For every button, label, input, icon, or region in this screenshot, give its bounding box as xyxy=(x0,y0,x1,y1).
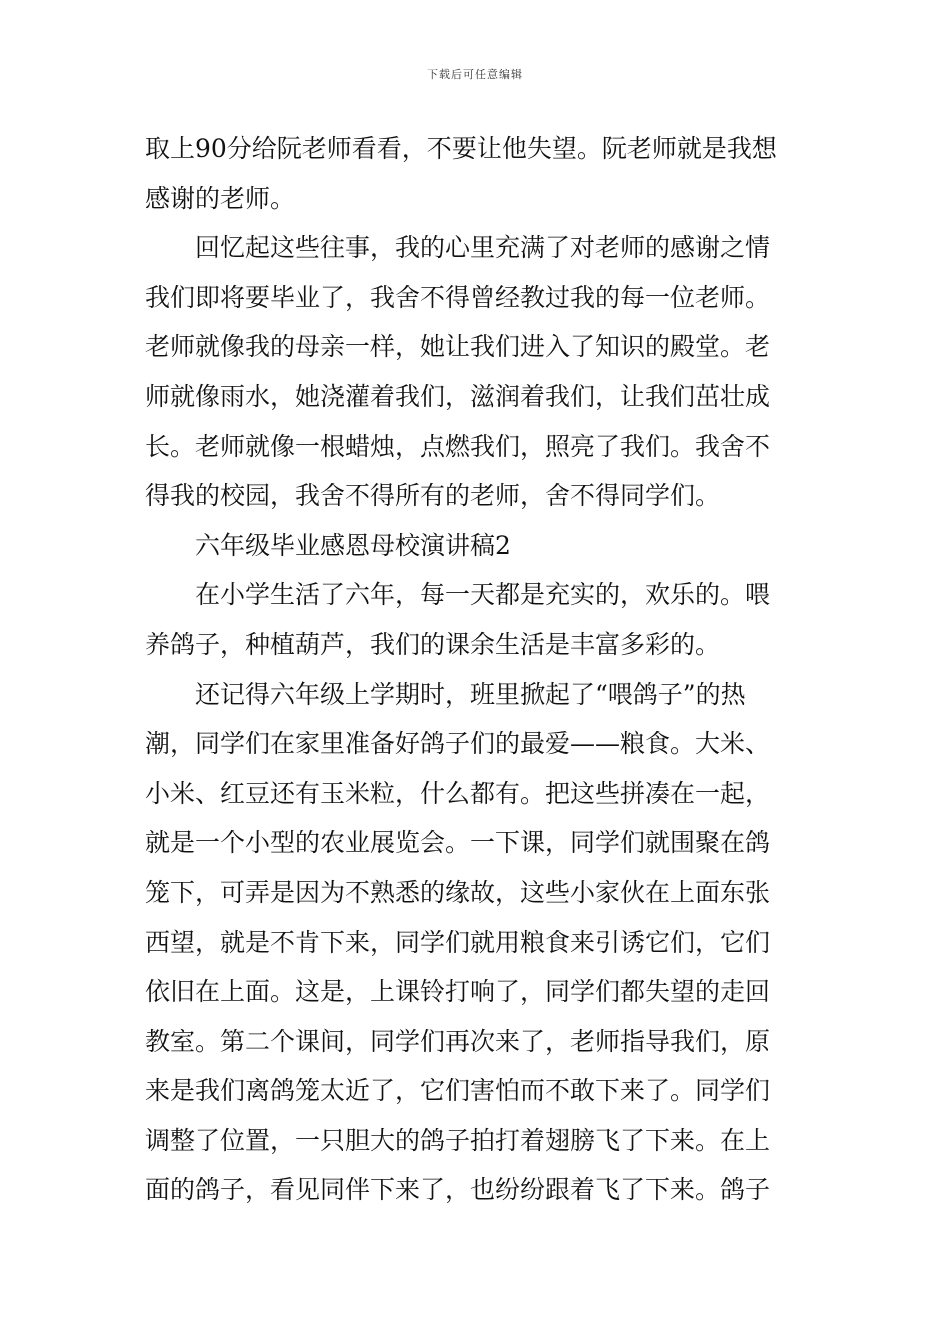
text-line: 我们即将要毕业了，我舍不得曾经教过我的每一位老师。 xyxy=(145,282,771,312)
paragraph-2 xyxy=(145,223,807,521)
section-heading xyxy=(145,521,807,571)
text-line: 回忆起这些往事，我的心里充满了对老师的感谢之情 xyxy=(195,233,771,263)
paragraph-3 xyxy=(145,570,807,669)
text-line: 老师就像我的母亲一样，她让我们进入了知识的殿堂。老 xyxy=(145,332,771,362)
text-line: 感谢的老师。 xyxy=(145,183,296,213)
text-line: 教室。第二个课间，同学们再次来了，老师指导我们，原 xyxy=(145,1026,771,1056)
text-line: 调整了位置，一只胆大的鸽子拍打着翅膀飞了下来。在上 xyxy=(145,1125,771,1155)
text-line: 养鸽子，种植葫芦，我们的课余生活是丰富多彩的。 xyxy=(145,629,721,659)
text-line: 小米、红豆还有玉米粒，什么都有。把这些拼凑在一起， xyxy=(145,778,771,808)
text-line: 取上90分给阮老师看看，不要让他失望。阮老师就是我想 xyxy=(145,134,777,163)
text-line: 笼下，可弄是因为不熟悉的缘故，这些小家伙在上面东张 xyxy=(145,877,771,907)
text-line: 得我的校园，我舍不得所有的老师，舍不得同学们。 xyxy=(145,481,721,511)
text-line: 就是一个小型的农业展览会。一下课，同学们就围聚在鸽 xyxy=(145,828,771,858)
heading-line: 六年级毕业感恩母校演讲稿2 xyxy=(195,530,511,560)
page-header-note: 下载后可任意编辑 xyxy=(427,68,523,81)
text-line: 潮，同学们在家里准备好鸽子们的最爱——粮食。大米、 xyxy=(145,729,771,759)
text-line: 来是我们离鸽笼太近了，它们害怕而不敢下来了。同学们 xyxy=(145,1076,771,1106)
text-line: 长。老师就像一根蜡烛，点燃我们，照亮了我们。我舍不 xyxy=(145,431,771,461)
paragraph-4 xyxy=(145,670,807,1216)
text-line: 师就像雨水，她浇灌着我们，滋润着我们，让我们茁壮成 xyxy=(145,381,771,411)
text-line: 还记得六年级上学期时，班里掀起了“喂鸽子”的热 xyxy=(195,679,746,709)
document-body xyxy=(145,124,807,1215)
paragraph-1 xyxy=(145,124,807,223)
text-line: 西望，就是不肯下来，同学们就用粮食来引诱它们，它们 xyxy=(145,927,771,957)
text-line: 面的鸽子，看见同伴下来了，也纷纷跟着飞了下来。鸽子 xyxy=(145,1175,771,1205)
text-line: 依旧在上面。这是，上课铃打响了，同学们都失望的走回 xyxy=(145,977,771,1007)
text-line: 在小学生活了六年，每一天都是充实的，欢乐的。喂 xyxy=(195,580,771,610)
